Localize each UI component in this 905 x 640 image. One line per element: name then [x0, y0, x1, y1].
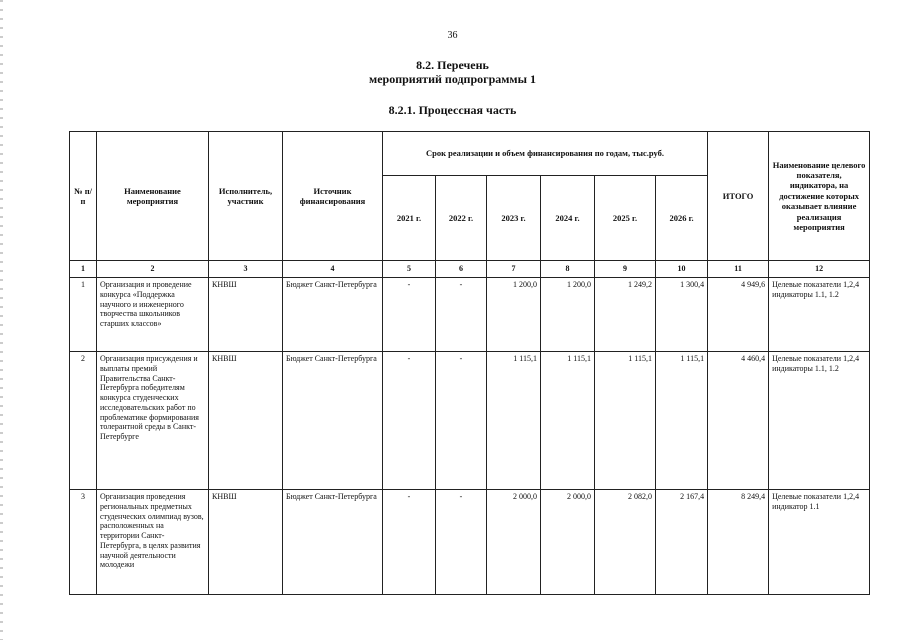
row-indicator: Целевые показатели 1,2,4 индикаторы 1.1, 1.2 [769, 352, 870, 490]
row-value-2023: 2 000,0 [487, 490, 541, 595]
table-row [70, 490, 870, 595]
row-name: Организация проведения региональных предметных студенческих олимпиад вузов, расположенных на территории Санкт-Петербурга, в целях развития научной деятельности молодежи [97, 490, 209, 595]
row-value-2021: - [383, 278, 436, 352]
row-indicator: Целевые показатели 1,2,4 индикатор 1.1 [769, 490, 870, 595]
table-row [70, 278, 870, 352]
header-source: Источник финансирования [283, 132, 383, 261]
column-number: 6 [436, 261, 487, 278]
header-year-2025: 2025 г. [595, 176, 656, 261]
header-year-2022: 2022 г. [436, 176, 487, 261]
section-subtitle: 8.2.1. Процессная часть [388, 103, 517, 117]
header-year-2024: 2024 г. [541, 176, 595, 261]
header-total: ИТОГО [708, 132, 769, 261]
column-number: 3 [209, 261, 283, 278]
row-name: Организация присуждения и выплаты премий Правительства Санкт-Петербурга победителям конкурса студенческих исследовательских работ по проблематике формирования толерантной среды в Санкт-Петербурге [97, 352, 209, 490]
header-executor: Исполнитель, участник [209, 132, 283, 261]
row-value-2026: 2 167,4 [656, 490, 708, 595]
row-name: Организация и проведение конкурса «Поддержка научного и инженерного творчества школьников старших классов» [97, 278, 209, 352]
row-num: 1 [70, 278, 97, 352]
row-value-2021: - [383, 352, 436, 490]
row-value-2022: - [436, 278, 487, 352]
row-value-2023: 1 115,1 [487, 352, 541, 490]
header-name: Наименование мероприятия [97, 132, 209, 261]
row-value-2026: 1 300,4 [656, 278, 708, 352]
row-total: 8 249,4 [708, 490, 769, 595]
row-value-2026: 1 115,1 [656, 352, 708, 490]
column-number: 10 [656, 261, 708, 278]
table-row [70, 352, 870, 490]
row-indicator: Целевые показатели 1,2,4 индикаторы 1.1, 1.2 [769, 278, 870, 352]
row-value-2021: - [383, 490, 436, 595]
row-source: Бюджет Санкт-Петербурга [283, 278, 383, 352]
column-number: 4 [283, 261, 383, 278]
row-value-2025: 2 082,0 [595, 490, 656, 595]
row-executor: КНВШ [209, 278, 283, 352]
row-total: 4 460,4 [708, 352, 769, 490]
section-title: 8.2. Перечень [416, 58, 489, 72]
column-number: 1 [70, 261, 97, 278]
header-year-2021: 2021 г. [383, 176, 436, 261]
row-value-2023: 1 200,0 [487, 278, 541, 352]
row-value-2024: 1 115,1 [541, 352, 595, 490]
header-year-2023: 2023 г. [487, 176, 541, 261]
page-number: 36 [447, 30, 458, 41]
column-numbers-row [70, 261, 870, 278]
column-number: 5 [383, 261, 436, 278]
row-value-2025: 1 115,1 [595, 352, 656, 490]
row-value-2024: 2 000,0 [541, 490, 595, 595]
header-indicator: Наименование целевого показателя, индикатора, на достижение которых оказывает влияние реализация мероприятия [769, 132, 870, 261]
row-source: Бюджет Санкт-Петербурга [283, 490, 383, 595]
row-value-2024: 1 200,0 [541, 278, 595, 352]
column-number: 2 [97, 261, 209, 278]
section-title-line2: мероприятий подпрограммы 1 [369, 72, 536, 86]
column-number: 9 [595, 261, 656, 278]
column-number: 11 [708, 261, 769, 278]
header-year-2026: 2026 г. [656, 176, 708, 261]
row-source: Бюджет Санкт-Петербурга [283, 352, 383, 490]
column-number: 7 [487, 261, 541, 278]
header-period: Срок реализации и объем финансирования по годам, тыс.руб. [383, 132, 708, 176]
row-total: 4 949,6 [708, 278, 769, 352]
activities-table [69, 131, 870, 595]
table-header-row [70, 132, 870, 176]
row-executor: КНВШ [209, 352, 283, 490]
header-num: № п/п [70, 132, 97, 261]
scan-edge-marks [0, 0, 3, 640]
row-value-2022: - [436, 490, 487, 595]
column-number: 12 [769, 261, 870, 278]
row-num: 2 [70, 352, 97, 490]
row-value-2025: 1 249,2 [595, 278, 656, 352]
column-number: 8 [541, 261, 595, 278]
row-num: 3 [70, 490, 97, 595]
row-executor: КНВШ [209, 490, 283, 595]
row-value-2022: - [436, 352, 487, 490]
